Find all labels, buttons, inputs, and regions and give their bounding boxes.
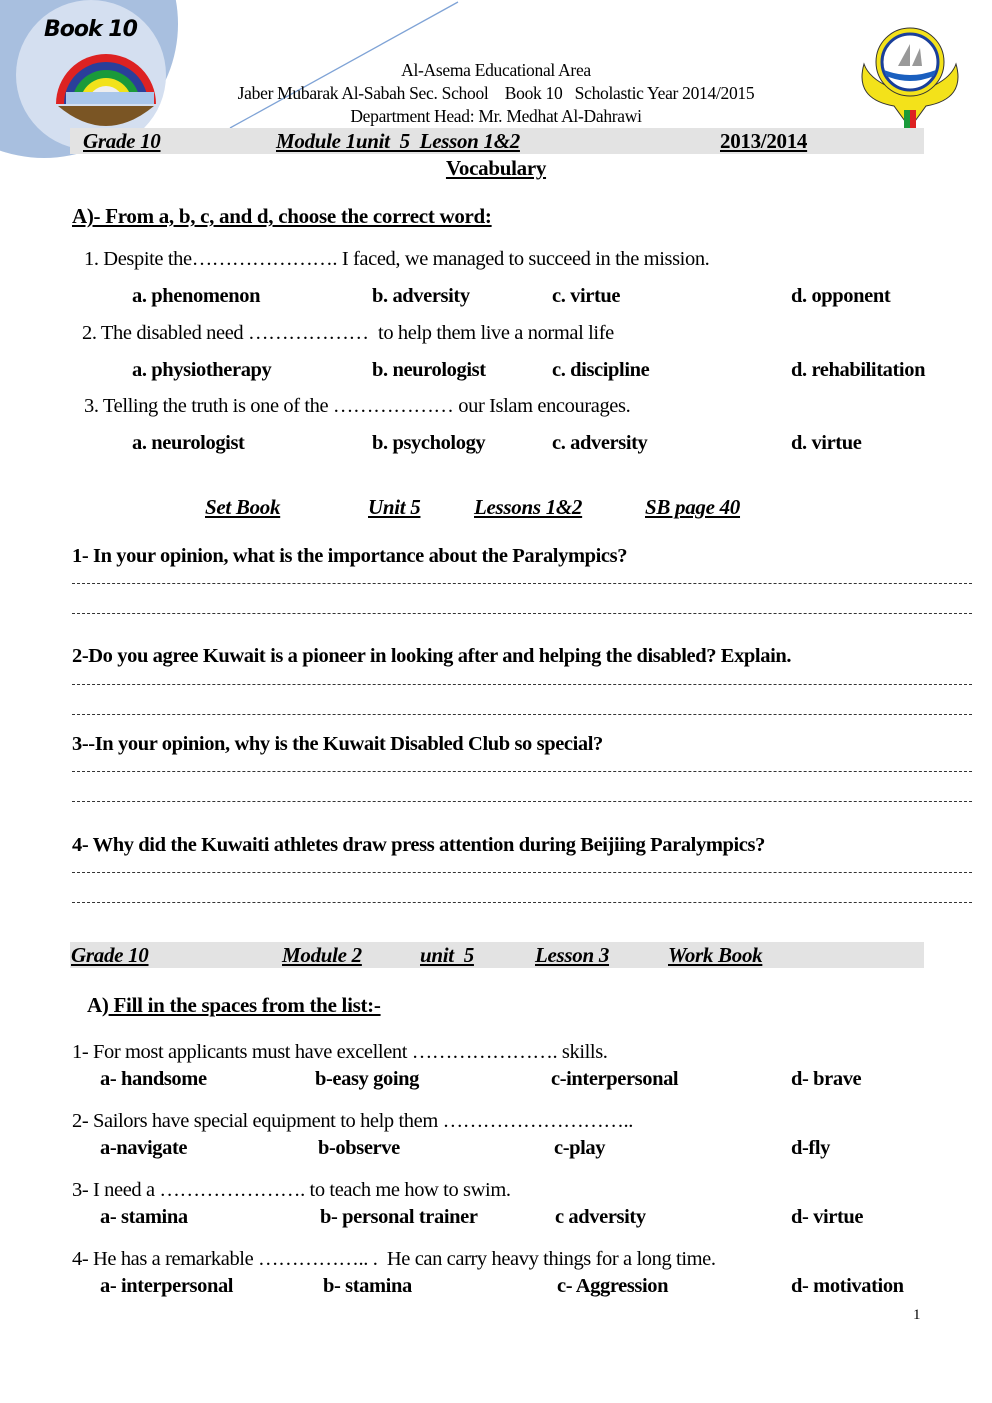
answer-option: d- brave <box>791 1068 862 1090</box>
module-label: Module 1unit 5 Lesson 1&2 <box>276 129 520 153</box>
question-text: 2- Sailors have special equipment to help them ……………………….. <box>72 1110 633 1132</box>
answer-option: c. virtue <box>552 285 621 307</box>
lessons-label: Lessons 1&2 <box>474 495 583 519</box>
answer-option: b. psychology <box>372 432 486 454</box>
question-text: 3. Telling the truth is one of the ……………… our Islam encourages. <box>84 395 631 417</box>
school-logo <box>54 46 158 128</box>
answer-option: c- Aggression <box>557 1275 669 1297</box>
answer-option: a. phenomenon <box>132 285 261 307</box>
answer-option: b- personal trainer <box>320 1206 478 1228</box>
section2-heading <box>87 993 381 1017</box>
open-question: 1- In your opinion, what is the importance about the Paralympics? <box>72 545 628 567</box>
answer-line[interactable] <box>72 872 972 873</box>
open-question: 4- Why did the Kuwaiti athletes draw press attention during Beijiing Paralympics? <box>72 834 765 856</box>
answer-option: b. neurologist <box>372 359 486 381</box>
lesson3-label: Lesson 3 <box>535 943 610 967</box>
unit-label: Unit 5 <box>368 495 421 519</box>
answer-option: d- virtue <box>791 1206 864 1228</box>
section2-prefix: A) <box>87 993 109 1017</box>
section2-title: Fill in the spaces from the list:- <box>108 993 381 1017</box>
answer-option: d. rehabilitation <box>791 359 926 381</box>
answer-option: a- interpersonal <box>100 1275 234 1297</box>
answer-line[interactable] <box>72 771 972 772</box>
answer-option: a. physiotherapy <box>132 359 272 381</box>
answer-option: b- stamina <box>323 1275 412 1297</box>
open-question: 3--In your opinion, why is the Kuwait Disabled Club so special? <box>72 733 603 755</box>
answer-line[interactable] <box>72 714 972 715</box>
emblem-icon <box>854 24 966 130</box>
answer-option: b-observe <box>318 1137 400 1159</box>
page-title: Vocabulary <box>445 156 547 180</box>
answer-option: c-interpersonal <box>551 1068 679 1090</box>
rainbow-logo-icon <box>54 46 158 128</box>
workbook-label: Work Book <box>668 943 763 967</box>
answer-line[interactable] <box>72 801 972 802</box>
header-department-head: Department Head: Mr. Medhat Al-Dahrawi <box>350 106 642 126</box>
header-area: Al-Asema Educational Area <box>401 60 591 80</box>
grade-label: Grade 10 <box>83 129 161 153</box>
question-text: 1. Despite the…………………. I faced, we managed to succeed in the mission. <box>84 248 710 270</box>
section1-heading: A)- From a, b, c, and d, choose the correct word: <box>72 204 492 228</box>
answer-option: d- motivation <box>791 1275 904 1297</box>
sb-page-label: SB page 40 <box>645 495 741 519</box>
question-text: 3- I need a …………………. to teach me how to swim. <box>72 1179 511 1201</box>
answer-line[interactable] <box>72 902 972 903</box>
answer-option: d. virtue <box>791 432 862 454</box>
page-number: 1 <box>913 1307 921 1323</box>
answer-option: b-easy going <box>315 1068 419 1090</box>
answer-option: d. opponent <box>791 285 891 307</box>
year-label: 2013/2014 <box>720 129 808 153</box>
answer-option: a-navigate <box>100 1137 188 1159</box>
unit5-label: unit 5 <box>420 943 474 967</box>
answer-option: a- stamina <box>100 1206 188 1228</box>
logo-text: Book 10 <box>44 17 137 42</box>
answer-option: a. neurologist <box>132 432 245 454</box>
answer-option: c. discipline <box>552 359 650 381</box>
module2-label: Module 2 <box>282 943 362 967</box>
grade-label-2: Grade 10 <box>71 943 149 967</box>
answer-option: a- handsome <box>100 1068 207 1090</box>
kuwait-emblem <box>854 24 966 130</box>
answer-line[interactable] <box>72 684 972 685</box>
header-school: Jaber Mubarak Al-Sabah Sec. School Book 10 Scholastic Year 2014/2015 <box>237 83 755 103</box>
module2-bar <box>70 942 924 968</box>
answer-option: c-play <box>554 1137 606 1159</box>
answer-option: c. adversity <box>552 432 648 454</box>
answer-option: d-fly <box>791 1137 831 1159</box>
question-text: 1- For most applicants must have excellent …………………. skills. <box>72 1041 608 1063</box>
question-text: 2. The disabled need ……………… to help them live a normal life <box>82 322 614 344</box>
answer-option: c adversity <box>555 1206 646 1228</box>
setbook-label: Set Book <box>205 495 281 519</box>
answer-line[interactable] <box>72 583 972 584</box>
open-question: 2-Do you agree Kuwait is a pioneer in looking after and helping the disabled? Explain. <box>72 645 792 667</box>
answer-option: b. adversity <box>372 285 470 307</box>
answer-line[interactable] <box>72 613 972 614</box>
question-text: 4- He has a remarkable …………….. . He can carry heavy things for a long time. <box>72 1248 716 1270</box>
